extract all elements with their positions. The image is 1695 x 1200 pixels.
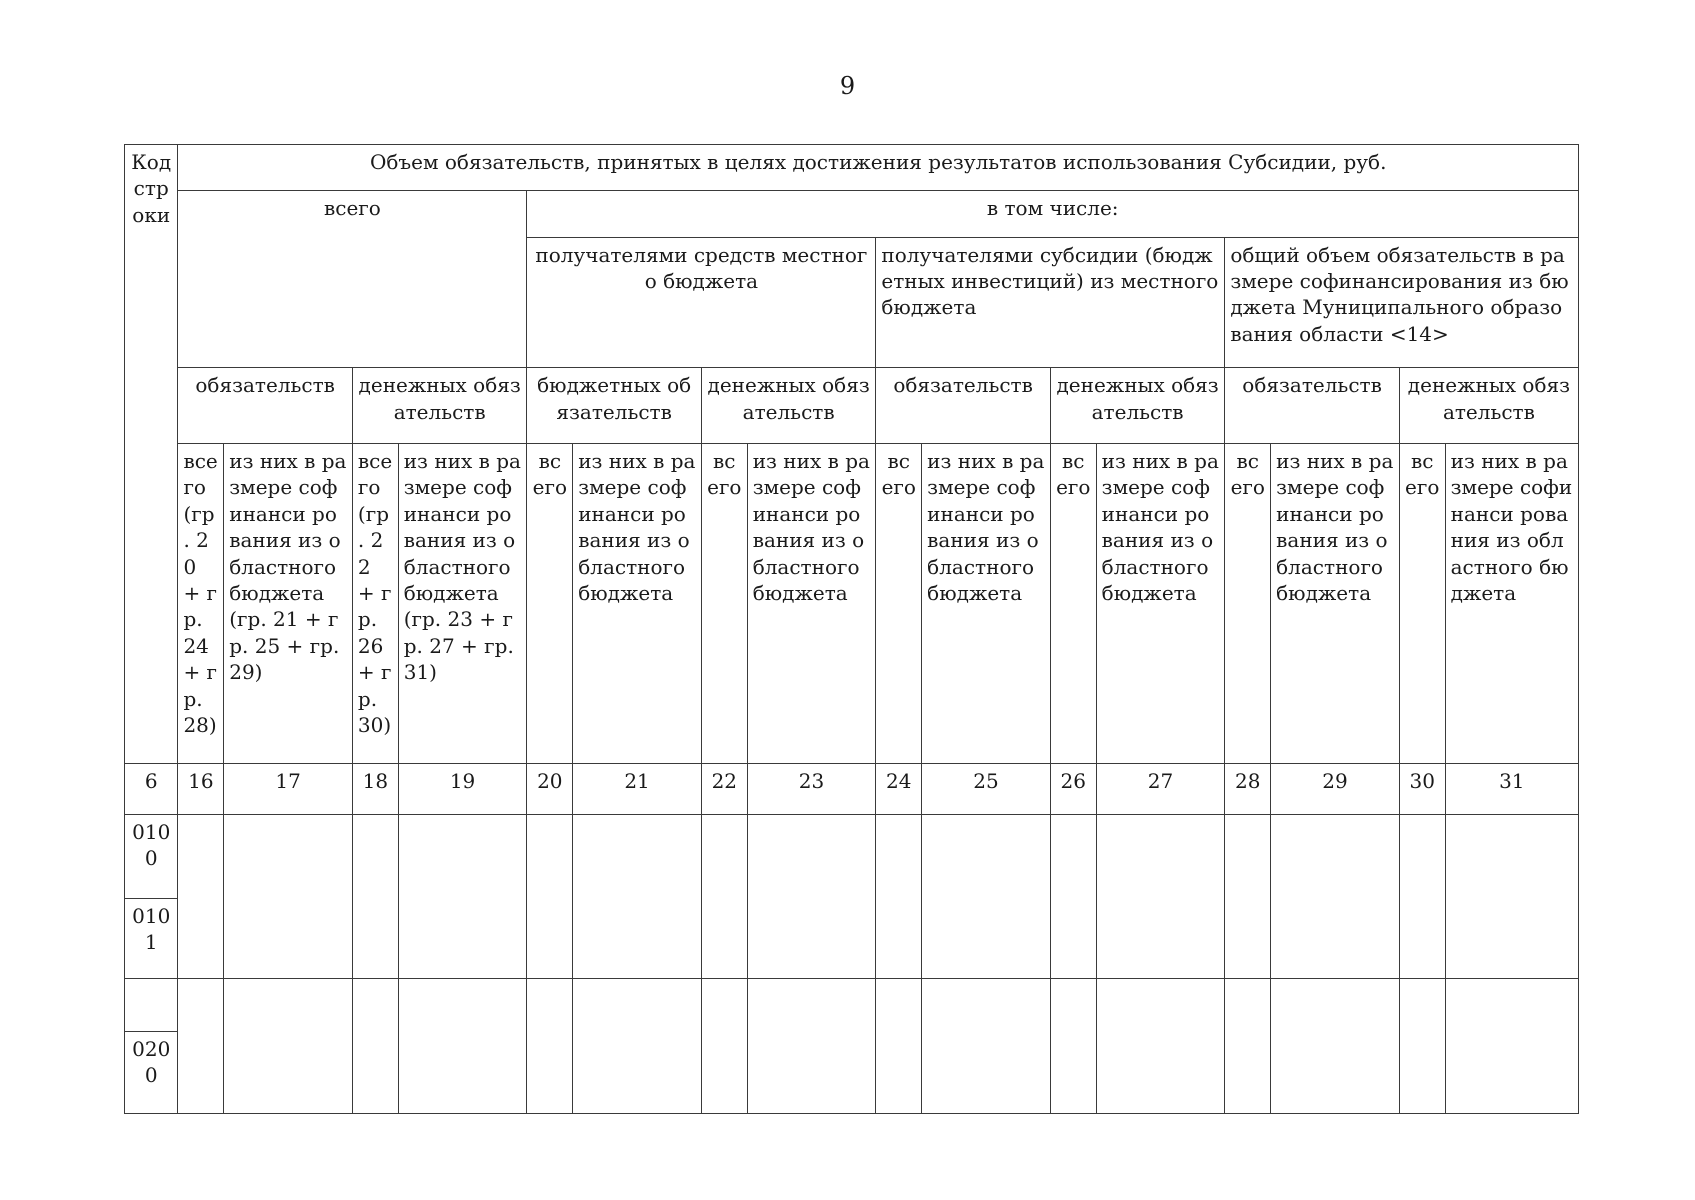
local-monetary-obligations-header: денежных обязательств	[701, 368, 875, 444]
data-cell[interactable]	[1399, 979, 1445, 1114]
cofin-obligations-header: обязательств	[1225, 368, 1399, 444]
table-row	[125, 979, 1579, 1032]
column-number: 28	[1225, 764, 1271, 815]
col-24-header: вс его	[876, 444, 922, 764]
col-28-header: вс его	[1225, 444, 1271, 764]
row-code: 010 0	[125, 814, 178, 898]
data-cell[interactable]	[573, 814, 702, 978]
column-number: 26	[1050, 764, 1096, 815]
col-26-header: вс его	[1050, 444, 1096, 764]
data-cell[interactable]	[224, 814, 353, 978]
data-cell[interactable]	[701, 979, 747, 1114]
data-cell[interactable]	[922, 814, 1051, 978]
data-cell[interactable]	[178, 814, 224, 978]
data-cell[interactable]	[747, 814, 876, 978]
data-cell[interactable]	[747, 979, 876, 1114]
data-cell[interactable]	[922, 979, 1051, 1114]
row-code	[125, 979, 178, 1032]
data-cell[interactable]	[701, 814, 747, 978]
subsidy-monetary-obligations-header: денежных обязательств	[1050, 368, 1224, 444]
data-cell[interactable]	[1271, 979, 1400, 1114]
main-title-header: Объем обязательств, принятых в целях достижения результатов использования Субсидии, руб.	[178, 145, 1579, 191]
col-22-header: вс его	[701, 444, 747, 764]
total-header: всего	[178, 191, 527, 368]
data-cell[interactable]	[1271, 814, 1400, 978]
data-cell[interactable]	[224, 979, 353, 1114]
row-code: 020 0	[125, 1031, 178, 1113]
cofin-monetary-obligations-header: денежных обязательств	[1399, 368, 1578, 444]
column-number: 22	[701, 764, 747, 815]
column-number: 30	[1399, 764, 1445, 815]
including-header: в том числе:	[527, 191, 1579, 237]
data-cell[interactable]	[398, 979, 527, 1114]
col-17-header: из них в размере софинанси рования из областного бюджета (гр. 21 + гр. 25 + гр. 29)	[224, 444, 353, 764]
total-monetary-obligations-header: денежных обязательств	[352, 368, 526, 444]
data-cell[interactable]	[1050, 814, 1096, 978]
column-number: 25	[922, 764, 1051, 815]
data-cell[interactable]	[1096, 814, 1225, 978]
cofinancing-total-header: общий объем обязательств в размере софинансирования из бюджета Муниципального образования области <14>	[1225, 237, 1579, 368]
obligations-table	[124, 144, 1579, 1114]
column-numbers-row	[125, 764, 1579, 815]
col-25-header: из них в размере софинанси рования из областного бюджета	[922, 444, 1051, 764]
subsidy-obligations-header: обязательств	[876, 368, 1050, 444]
data-cell[interactable]	[527, 979, 573, 1114]
data-cell[interactable]	[1225, 814, 1271, 978]
col-30-header: вс его	[1399, 444, 1445, 764]
row-code-header: Код стр оки	[125, 145, 178, 764]
table-row	[125, 814, 1579, 898]
data-cell[interactable]	[1096, 979, 1225, 1114]
column-number: 27	[1096, 764, 1225, 815]
data-cell[interactable]	[527, 814, 573, 978]
column-number: 23	[747, 764, 876, 815]
col-29-header: из них в размере софинанси рования из областного бюджета	[1271, 444, 1400, 764]
column-number: 6	[125, 764, 178, 815]
data-cell[interactable]	[876, 979, 922, 1114]
data-cell[interactable]	[352, 979, 398, 1114]
col-16-header: все го (гр . 20 + гр. 24 + гр. 28)	[178, 444, 224, 764]
column-number: 18	[352, 764, 398, 815]
local-budget-recipients-header: получателями средств местного бюджета	[527, 237, 876, 368]
data-cell[interactable]	[1399, 814, 1445, 978]
col-27-header: из них в размере софинанси рования из областного бюджета	[1096, 444, 1225, 764]
page-number: 9	[839, 72, 856, 100]
column-number: 24	[876, 764, 922, 815]
subsidy-recipients-header: получателями субсидии (бюджетных инвестиций) из местного бюджета	[876, 237, 1225, 368]
col-20-header: вс его	[527, 444, 573, 764]
data-cell[interactable]	[178, 979, 224, 1114]
col-23-header: из них в размере софинанси рования из областного бюджета	[747, 444, 876, 764]
data-cell[interactable]	[573, 979, 702, 1114]
column-number: 19	[398, 764, 527, 815]
column-number: 16	[178, 764, 224, 815]
col-18-header: все го (гр . 22 + гр. 26 + гр. 30)	[352, 444, 398, 764]
row-code: 010 1	[125, 899, 178, 979]
column-number: 21	[573, 764, 702, 815]
data-cell[interactable]	[1445, 979, 1578, 1114]
column-number: 17	[224, 764, 353, 815]
data-cell[interactable]	[1225, 979, 1271, 1114]
column-number: 29	[1271, 764, 1400, 815]
data-cell[interactable]	[1050, 979, 1096, 1114]
data-cell[interactable]	[876, 814, 922, 978]
data-cell[interactable]	[398, 814, 527, 978]
local-budget-obligations-header: бюджетных обязательств	[527, 368, 701, 444]
column-number: 20	[527, 764, 573, 815]
column-number: 31	[1445, 764, 1578, 815]
col-31-header: из них в размере софинанси рования из областного бюджета	[1445, 444, 1578, 764]
col-21-header: из них в размере софинанси рования из областного бюджета	[573, 444, 702, 764]
total-obligations-header: обязательств	[178, 368, 352, 444]
data-cell[interactable]	[1445, 814, 1578, 978]
col-19-header: из них в размере софинанси рования из областного бюджета (гр. 23 + гр. 27 + гр. 31)	[398, 444, 527, 764]
data-cell[interactable]	[352, 814, 398, 978]
